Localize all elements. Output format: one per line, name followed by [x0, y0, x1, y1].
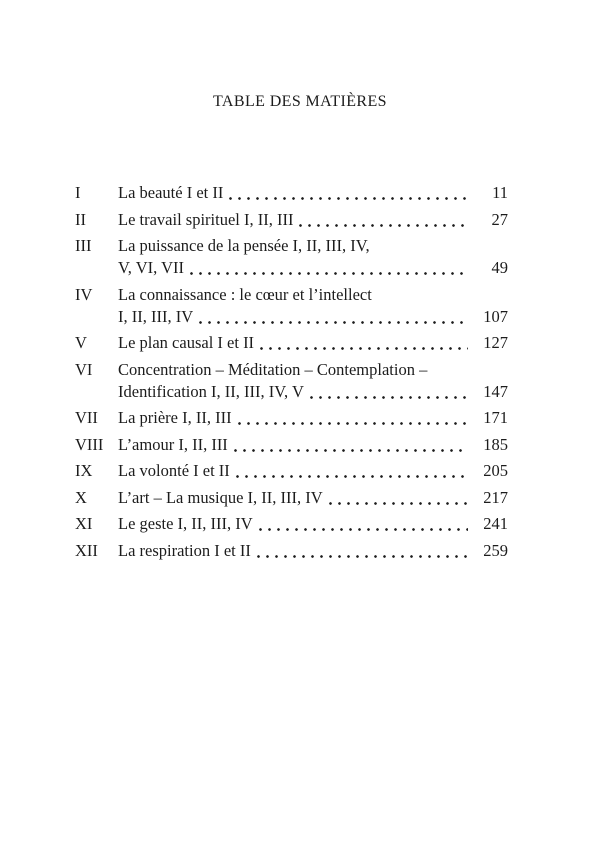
- entry-line: Concentration – Méditation – Contemplation –: [118, 359, 428, 379]
- entry-content: [118, 434, 508, 456]
- entry-content: [118, 182, 508, 204]
- dot-leader: [187, 257, 468, 279]
- entry-last-line: [118, 306, 508, 328]
- entry-numeral: X: [75, 487, 87, 507]
- entry-page-number: 205: [483, 461, 508, 480]
- entry-content: [118, 209, 508, 231]
- toc-entry: [75, 487, 508, 509]
- dot-leader: [307, 381, 468, 403]
- entry-numeral: VII: [75, 408, 98, 427]
- table-of-contents: [75, 182, 508, 566]
- entry-page-number: 171: [483, 408, 508, 427]
- entry-page-number: 147: [483, 381, 508, 401]
- entry-line: Identification I, II, III, IV, V: [118, 381, 304, 401]
- toc-entry: [75, 540, 508, 562]
- entry-line: L’amour I, II, III: [118, 434, 228, 454]
- entry-numeral: VIII: [75, 434, 104, 454]
- entry-last-line: [118, 182, 508, 204]
- dot-leader: [235, 407, 468, 429]
- entry-last-line: [118, 513, 508, 535]
- entry-last-line: [118, 434, 508, 456]
- dot-leader: [257, 332, 468, 354]
- dot-leader: [226, 182, 468, 204]
- toc-entry: [75, 434, 508, 456]
- entry-page-number: 11: [492, 183, 508, 202]
- entry-line: La respiration I et II: [118, 540, 251, 560]
- entry-last-line: [118, 257, 508, 279]
- entry-line: V, VI, VII: [118, 258, 185, 277]
- toc-entry: [75, 332, 508, 354]
- dot-leader: [254, 540, 468, 562]
- entry-numeral: V: [75, 333, 87, 352]
- dot-leader: [196, 306, 468, 328]
- entry-last-line: [118, 407, 508, 429]
- entry-line: Le geste I, II, III, IV: [118, 514, 253, 533]
- toc-entry: [75, 460, 508, 482]
- entry-last-line: [118, 381, 508, 403]
- toc-entry: [75, 407, 508, 429]
- entry-numeral: XII: [75, 540, 98, 560]
- entry-numeral: IX: [75, 461, 93, 480]
- toc-entry: [75, 284, 508, 328]
- entry-page-number: 241: [483, 514, 508, 533]
- entry-line: La beauté I et II: [118, 183, 224, 202]
- entry-last-line: [118, 209, 508, 231]
- dot-leader: [256, 513, 468, 535]
- entry-content: [118, 513, 508, 535]
- entry-numeral: III: [75, 236, 92, 255]
- page-title: TABLE DES MATIÈRES: [213, 93, 387, 110]
- entry-page-number: 27: [491, 209, 508, 229]
- entry-content: [118, 359, 508, 403]
- entry-content: [118, 332, 508, 354]
- toc-entry: [75, 513, 508, 535]
- entry-line: La puissance de la pensée I, II, III, IV,: [118, 236, 370, 255]
- entry-page-number: 185: [483, 434, 508, 454]
- entry-content: [118, 540, 508, 562]
- entry-page-number: 259: [483, 540, 508, 560]
- entry-numeral: XI: [75, 514, 93, 533]
- entry-line: Le plan causal I et II: [118, 333, 255, 352]
- toc-entry: [75, 359, 508, 403]
- dot-leader: [231, 434, 468, 456]
- entry-numeral: VI: [75, 359, 93, 379]
- toc-entry: [75, 209, 508, 231]
- entry-last-line: [118, 332, 508, 354]
- entry-last-line: [118, 487, 508, 509]
- dot-leader: [296, 209, 468, 231]
- entry-page-number: 217: [483, 487, 508, 507]
- entry-line: Le travail spirituel I, II, III: [118, 209, 294, 229]
- entry-numeral: I: [75, 183, 81, 202]
- entry-numeral: IV: [75, 284, 93, 304]
- entry-page-number: 107: [483, 306, 508, 326]
- entry-content: [118, 460, 508, 482]
- toc-entry: [75, 235, 508, 279]
- entry-line: L’art – La musique I, II, III, IV: [118, 487, 323, 507]
- entry-page-number: 49: [491, 258, 508, 277]
- dot-leader: [326, 487, 468, 509]
- entry-numeral: II: [75, 209, 86, 229]
- entry-line: La volonté I et II: [118, 461, 230, 480]
- entry-page-number: 127: [483, 333, 508, 352]
- entry-content: [118, 284, 508, 328]
- entry-content: [118, 235, 508, 279]
- entry-last-line: [118, 460, 508, 482]
- entry-line: La prière I, II, III: [118, 408, 232, 427]
- entry-last-line: [118, 540, 508, 562]
- entry-content: [118, 487, 508, 509]
- entry-line: La connaissance : le cœur et l’intellect: [118, 284, 372, 304]
- entry-line: I, II, III, IV: [118, 306, 194, 326]
- dot-leader: [233, 460, 468, 482]
- toc-entry: [75, 182, 508, 204]
- entry-content: [118, 407, 508, 429]
